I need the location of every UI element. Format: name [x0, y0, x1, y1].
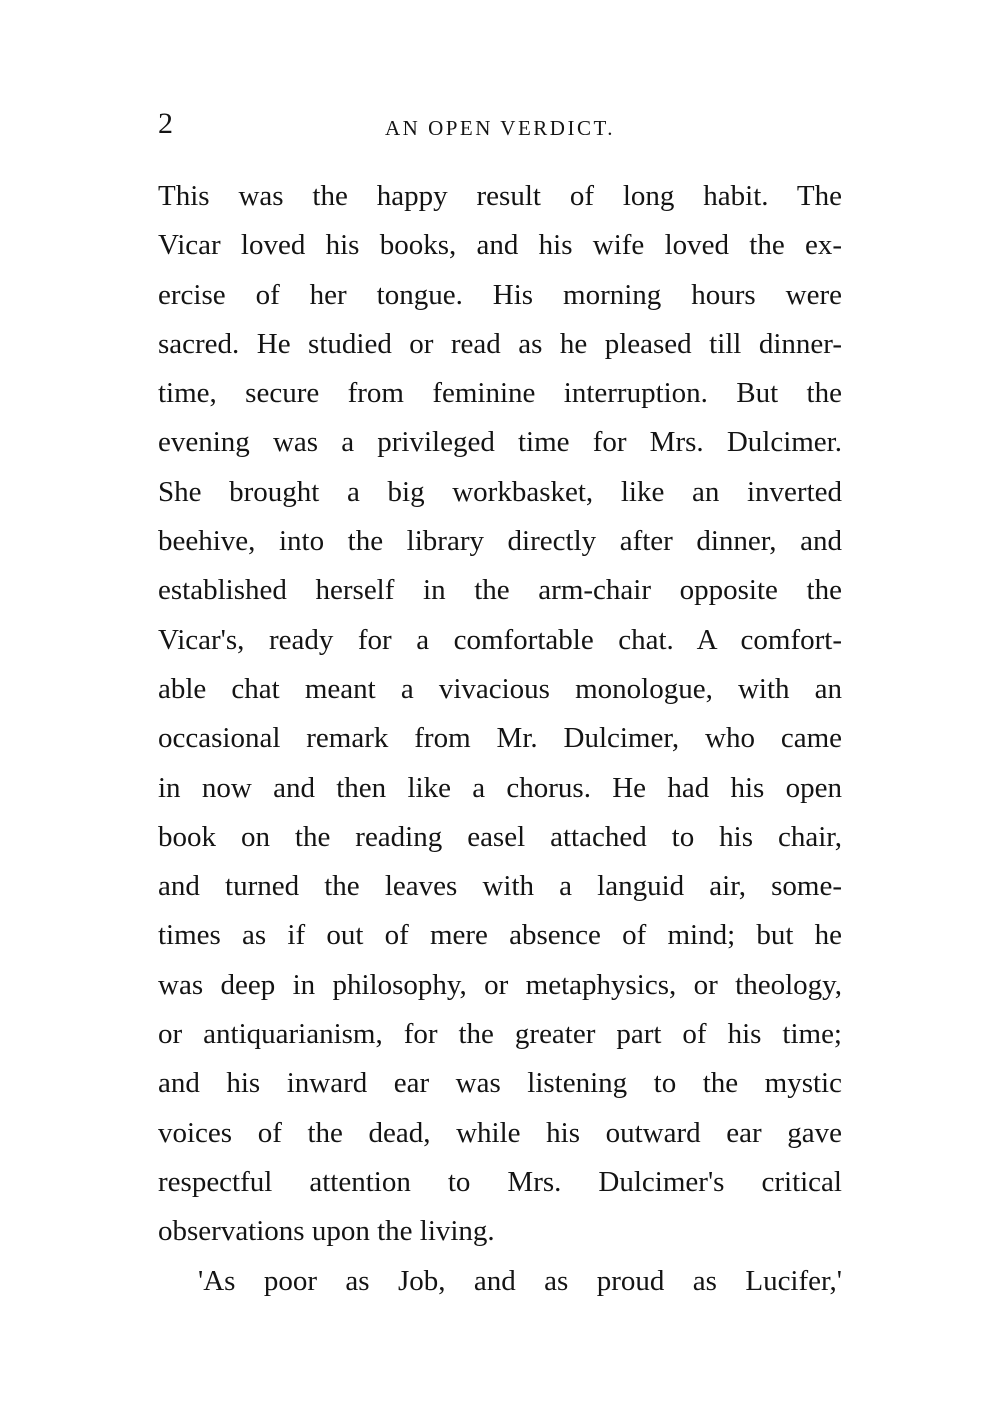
text-line: in now and then like a chorus. He had his open [158, 771, 842, 804]
text-line: or antiquarianism, for the greater part of his time; [158, 1018, 842, 1051]
text-line: and his inward ear was listening to the mystic [158, 1067, 842, 1100]
text-line: established herself in the arm-chair opposite the [158, 574, 842, 607]
text-line: and turned the leaves with a languid air, some- [158, 870, 842, 903]
text-line: time, secure from feminine interruption. But the [158, 377, 842, 410]
page-header [158, 104, 842, 144]
text-line: beehive, into the library directly after dinner, and [158, 525, 842, 558]
text-line: respectful attention to Mrs. Dulcimer's critical [158, 1165, 842, 1198]
text-line: occasional remark from Mr. Dulcimer, who came [158, 722, 842, 755]
text-line: Vicar loved his books, and his wife loved the ex- [158, 229, 842, 262]
text-line: times as if out of mere absence of mind; but he [158, 919, 842, 952]
text-line: This was the happy result of long habit. The [158, 180, 842, 212]
text-line: voices of the dead, while his outward ear gave [158, 1116, 842, 1149]
running-title: AN OPEN VERDICT. [385, 116, 615, 140]
text-line: was deep in philosophy, or metaphysics, or theology, [158, 968, 842, 1001]
text-line: book on the reading easel attached to his chair, [158, 820, 842, 853]
body-text [158, 172, 842, 1306]
text-line: evening was a privileged time for Mrs. Dulcimer. [158, 426, 842, 459]
text-line: She brought a big workbasket, like an inverted [158, 475, 842, 508]
text-line: ercise of her tongue. His morning hours were [158, 278, 842, 311]
text-line: able chat meant a vivacious monologue, with an [158, 672, 842, 705]
text-line: sacred. He studied or read as he pleased till dinner- [158, 327, 842, 360]
text-line: Vicar's, ready for a comfortable chat. A comfort- [158, 623, 842, 656]
paragraph-end-line: observations upon the living. [158, 1215, 495, 1248]
page-number: 2 [158, 107, 173, 140]
dialogue-line: 'As poor as Job, and as proud as Lucifer,' [198, 1264, 842, 1297]
